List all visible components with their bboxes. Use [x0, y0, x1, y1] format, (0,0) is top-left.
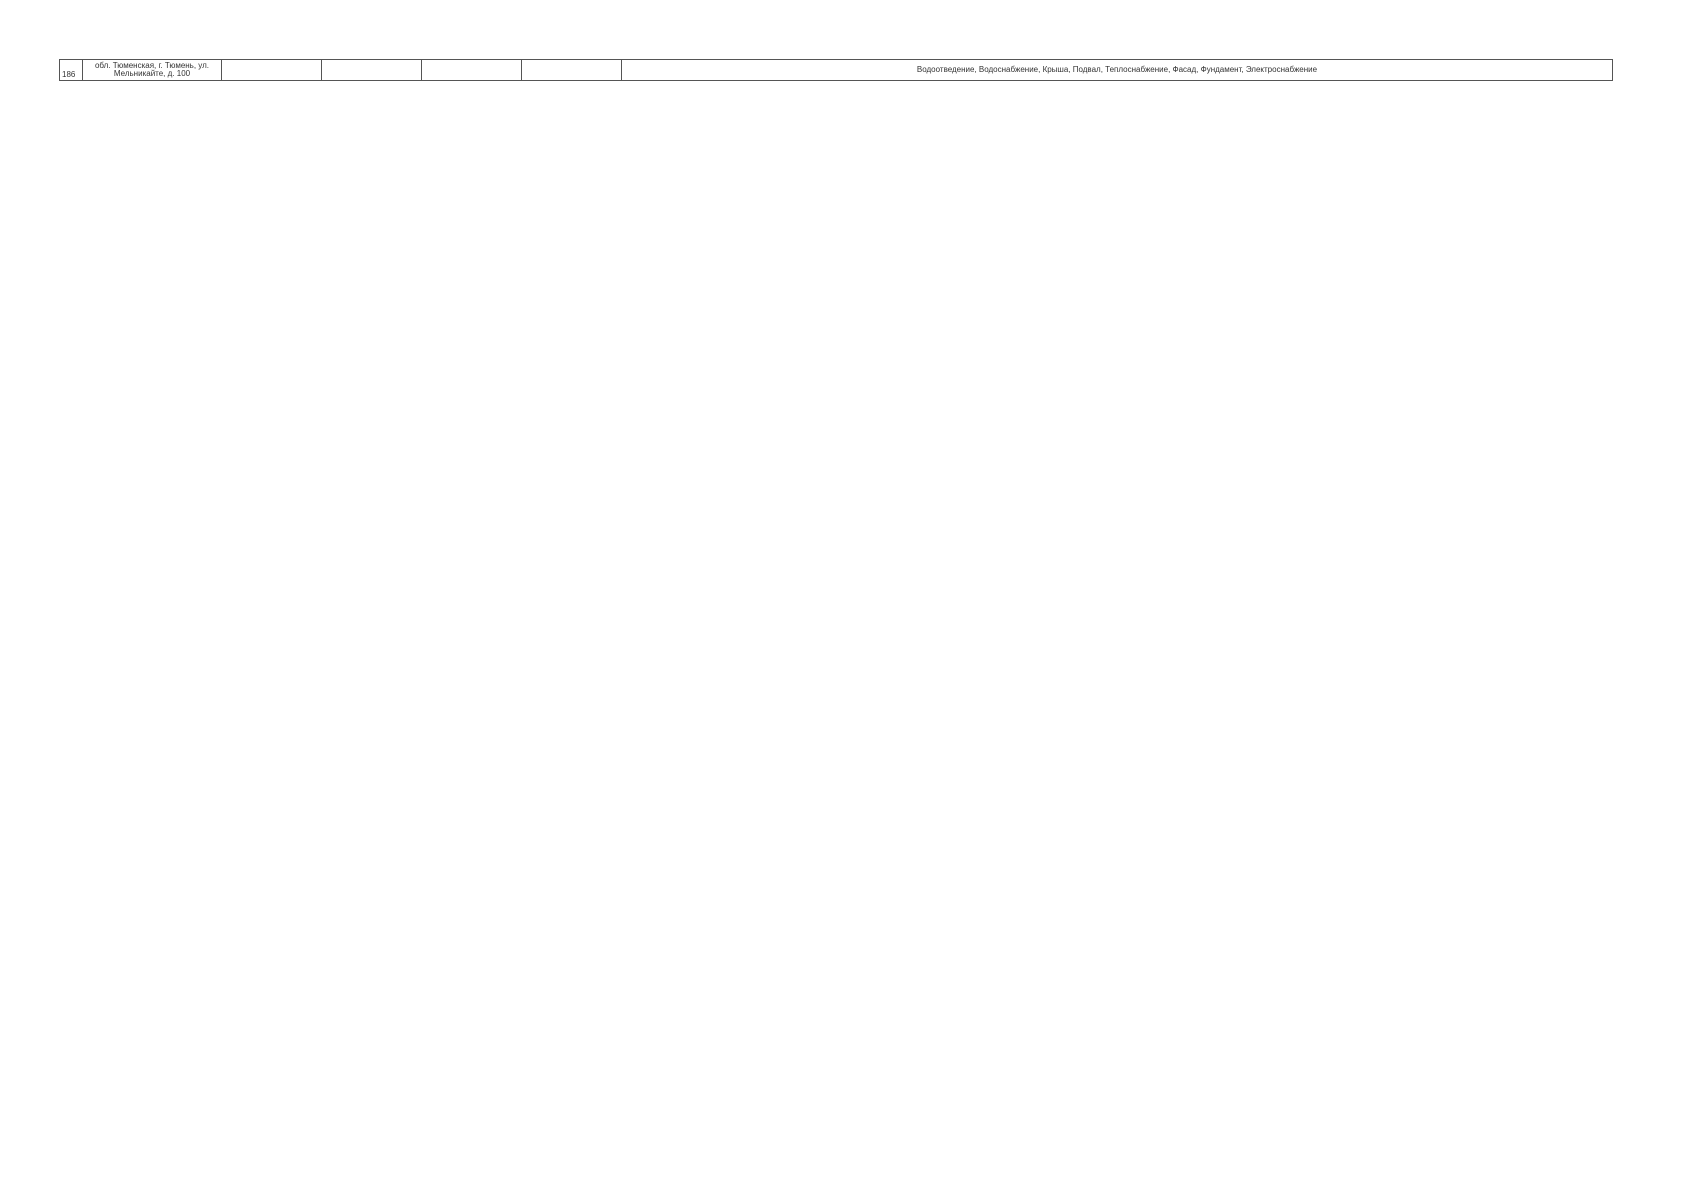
cell-col4	[322, 60, 422, 81]
row-number: 186	[60, 60, 83, 81]
table-body	[60, 60, 1613, 81]
register-sheet	[59, 59, 1613, 1125]
cell-col6	[522, 60, 622, 81]
table-row	[60, 60, 1613, 81]
address-cell: обл. Тюменская, г. Тюмень, ул. Мельникайте, д. 100	[83, 60, 222, 81]
register-table	[59, 59, 1613, 81]
works-cell: Водоотведение, Водоснабжение, Крыша, Подвал, Теплоснабжение, Фасад, Фундамент, Электроснабжение	[622, 60, 1613, 81]
cell-col5	[422, 60, 522, 81]
cell-col3	[222, 60, 322, 81]
